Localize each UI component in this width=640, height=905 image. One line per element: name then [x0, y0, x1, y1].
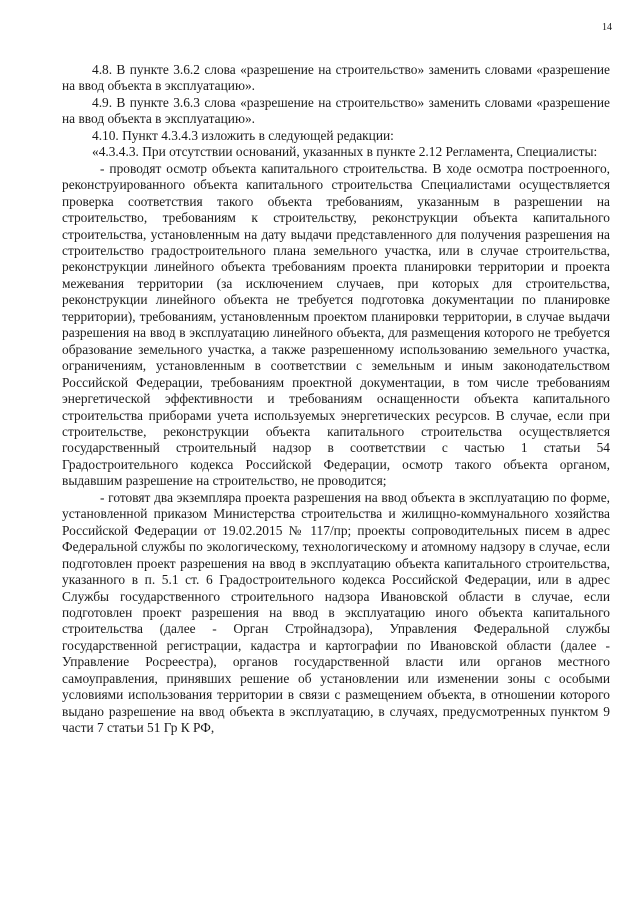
page-number: 14 [602, 22, 612, 33]
paragraph-4-10: 4.10. Пункт 4.3.4.3 изложить в следующей редакции: [92, 127, 394, 143]
paragraph-4-9: 4.9. В пункте 3.6.3 слова «разрешение на строительство» заменить словами «разрешение на ввод объекта в эксплуатацию». [62, 94, 610, 127]
document-body [62, 62, 610, 737]
list-item-permit-draft: - готовят два экземпляра проекта разрешения на ввод объекта в эксплуатацию по форме, установленной приказом Министерства строительства и жилищно-коммунального хозяйства Российской Федерации от 19.02.2015 № 117/пр; проекты сопроводительных писем в адрес Федеральной службы по экологическому, технологическому и атомному надзору в случае, если подготовлен проект разрешения на ввод в эксплуатацию объекта капитального строительства, указанного в п. 5.1 ст. 6 Градостроительного кодекса Российской Федерации, или в адрес Службы государственного строительного надзора Ивановской области в случае, если подготовлен проект разрешения на ввод в эксплуатацию иного объекта капитального строительства (далее - Орган Стройнадзора), Управления Федеральной службы государственной регистрации, кадастра и картографии по Ивановской области (далее - Управление Росреестра), органов государственной власти или органов местного самоуправления, принявших решение об установлении или изменении зоны с особыми условиями использования территории в связи с размещением объекта, в отношении которого выдано разрешение на ввод объекта в эксплуатацию, в случаях, предусмотренных пунктом 9 части 7 статьи 51 Гр К РФ, [62, 489, 610, 736]
paragraph-4-3-4-3: «4.3.4.3. При отсутствии оснований, указанных в пункте 2.12 Регламента, Специалисты: [92, 144, 598, 160]
paragraph-4-8: 4.8. В пункте 3.6.2 слова «разрешение на строительство» заменить словами «разрешение на ввод объекта в эксплуатацию». [62, 62, 610, 94]
list-item-inspection: - проводят осмотр объекта капитального строительства. В ходе осмотра построенного, реконструированного объекта капитального строительства Специалистами осуществляется проверка соответствия такого объекта требованиям, указанным в разрешении на строительство, требованиям к строительству, реконструкции объекта капитального строительства, установленным на дату выдачи представленного для получения разрешения на строительство градостроительного плана земельного участка, или в случае строительства, реконструкции линейного объекта требованиям проекта планировки территории и проекта межевания территории (за исключением случаев, при которых для строительства, реконструкции линейного объекта не требуется подготовка документации по планировке территории), требованиям, установленным проектом планировки территории, в случае выдачи разрешения на ввод в эксплуатацию линейного объекта, для размещения которого не требуется образование земельного участка, а также разрешенному использованию земельного участка, ограничениям, установленным в соответствии с земельным и иным законодательством Российской Федерации, требованиям проектной документации, в том числе требованиям энергетической эффективности и требованиям оснащенности объекта капитального строительства приборами учета используемых энергетических ресурсов. В случае, если при строительстве, реконструкции объекта капитального строительства осуществляется государственный строительный надзор в соответствии с частью 1 статьи 54 Градостроительного кодекса Российской Федерации, осмотр такого объекта органом, выдавшим разрешение на строительство, не проводится; [62, 160, 610, 489]
